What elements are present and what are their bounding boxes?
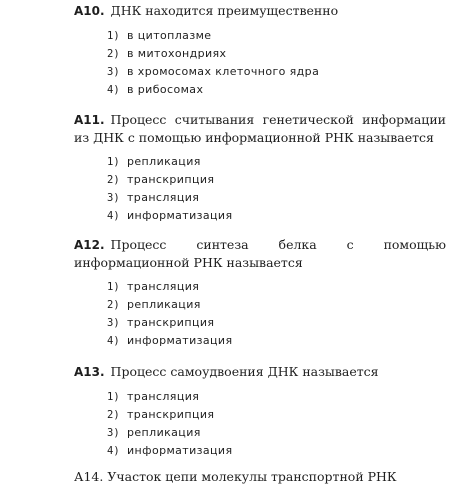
option-text: информатизация xyxy=(127,444,233,457)
answer-options xyxy=(107,278,446,350)
option-text: транскрипция xyxy=(127,408,215,421)
option-number: 1) xyxy=(107,30,120,42)
question-a11 xyxy=(74,111,446,225)
answer-option[interactable] xyxy=(107,45,446,63)
question-header xyxy=(74,111,446,146)
option-text: транскрипция xyxy=(127,316,215,329)
answer-option[interactable] xyxy=(107,27,446,45)
option-number: 4) xyxy=(107,210,120,222)
question-a12 xyxy=(74,236,446,350)
next-question-cut-off: А14. Участок цепи молекулы транспортной РНК xyxy=(74,469,397,484)
option-text: трансляция xyxy=(127,191,200,204)
answer-option[interactable] xyxy=(107,207,446,225)
option-text: трансляция xyxy=(127,280,200,293)
answer-option[interactable] xyxy=(107,189,446,207)
question-text: Процесс самоудвоения ДНК называется xyxy=(110,364,379,379)
option-number: 1) xyxy=(107,156,120,168)
answer-options xyxy=(107,27,446,99)
answer-option[interactable] xyxy=(107,153,446,171)
option-number: 3) xyxy=(107,192,120,204)
option-number: 3) xyxy=(107,317,120,329)
question-text: ДНК находится преимущественно xyxy=(110,3,339,18)
question-number: А12. xyxy=(74,238,105,252)
option-number: 2) xyxy=(107,174,120,186)
option-number: 1) xyxy=(107,391,120,403)
answer-option[interactable] xyxy=(107,278,446,296)
option-text: транскрипция xyxy=(127,173,215,186)
option-number: 2) xyxy=(107,409,120,421)
answer-option[interactable] xyxy=(107,442,446,460)
option-number: 3) xyxy=(107,427,120,439)
answer-options xyxy=(107,153,446,225)
answer-option[interactable] xyxy=(107,63,446,81)
option-text: в цитоплазме xyxy=(127,29,212,42)
question-a10 xyxy=(74,2,446,99)
option-number: 2) xyxy=(107,48,120,60)
answer-option[interactable] xyxy=(107,424,446,442)
answer-option[interactable] xyxy=(107,296,446,314)
question-header xyxy=(74,2,446,20)
option-text: в митохондриях xyxy=(127,47,227,60)
option-text: информатизация xyxy=(127,209,233,222)
option-number: 2) xyxy=(107,299,120,311)
answer-option[interactable] xyxy=(107,332,446,350)
option-text: трансляция xyxy=(127,390,200,403)
option-number: 4) xyxy=(107,445,120,457)
question-text: Процесс синтеза белка с помощью информационной РНК называется xyxy=(74,237,446,270)
option-text: репликация xyxy=(127,426,201,439)
question-a13 xyxy=(74,363,446,460)
question-number: А11. xyxy=(74,113,105,127)
option-number: 4) xyxy=(107,84,120,96)
option-text: информатизация xyxy=(127,334,233,347)
answer-option[interactable] xyxy=(107,388,446,406)
question-header xyxy=(74,236,446,271)
answer-options xyxy=(107,388,446,460)
answer-option[interactable] xyxy=(107,406,446,424)
option-number: 4) xyxy=(107,335,120,347)
answer-option[interactable] xyxy=(107,171,446,189)
question-number: А13. xyxy=(74,365,105,379)
answer-option[interactable] xyxy=(107,314,446,332)
option-text: репликация xyxy=(127,298,201,311)
option-text: репликация xyxy=(127,155,201,168)
question-header xyxy=(74,363,446,381)
option-number: 1) xyxy=(107,281,120,293)
option-text: в рибосомах xyxy=(127,83,204,96)
question-number: А10. xyxy=(74,4,105,18)
answer-option[interactable] xyxy=(107,81,446,99)
option-number: 3) xyxy=(107,66,120,78)
option-text: в хромосомах клеточного ядра xyxy=(127,65,320,78)
question-text: Процесс считывания генетической информации из ДНК с помощью информационной РНК называется xyxy=(74,112,446,145)
